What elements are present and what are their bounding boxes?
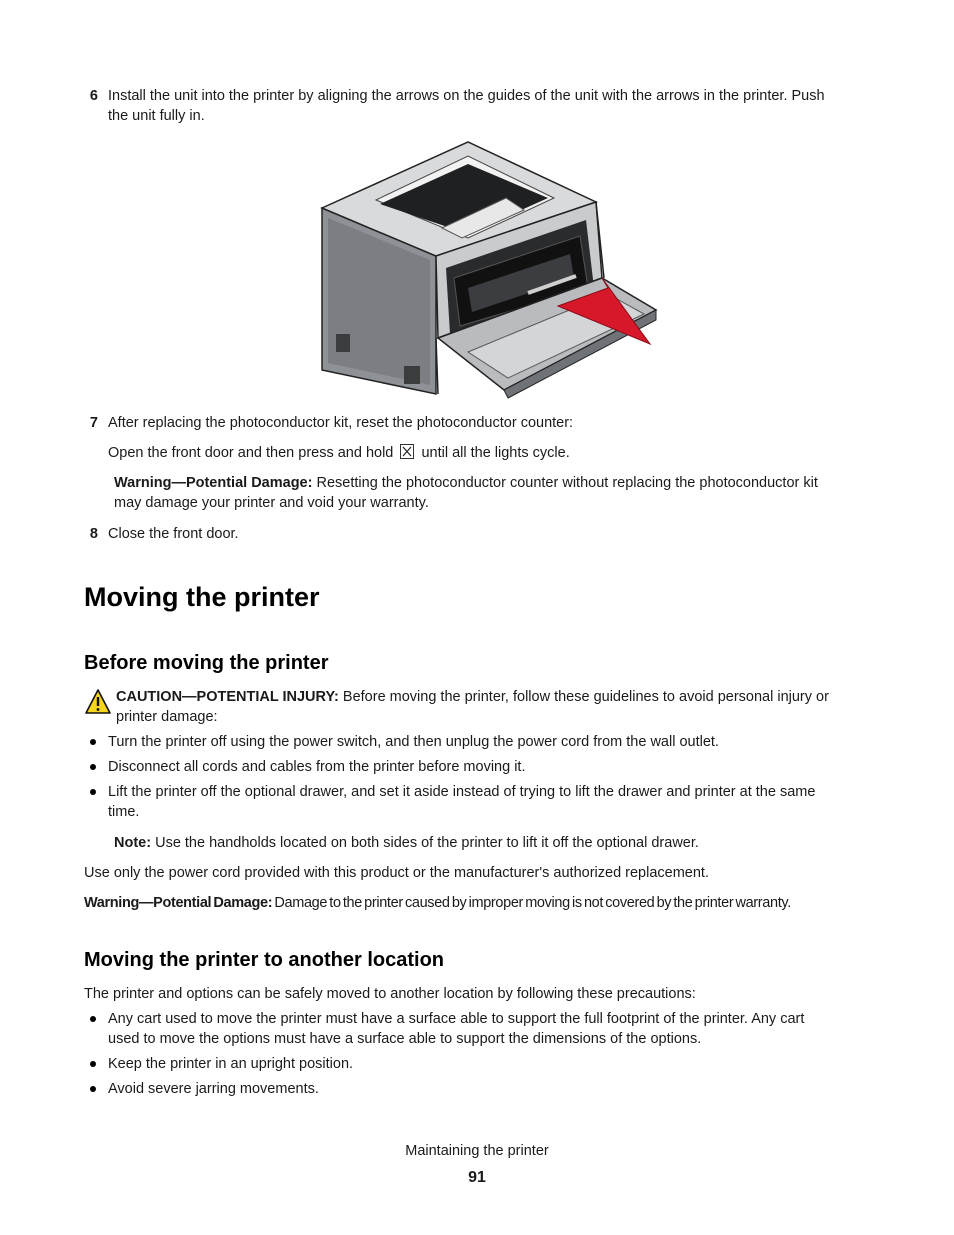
list-item: Any cart used to move the printer must have a surface able to support the full footprint of the printer. Any cart <box>108 1011 805 1027</box>
list-item: time. <box>108 804 140 820</box>
step-number: 6 <box>89 88 98 104</box>
bullet-dot <box>90 732 98 740</box>
caution-text: Before moving the printer, follow these guidelines to avoid personal injury or <box>342 689 829 705</box>
step-text: Close the front door. <box>108 526 239 542</box>
caution-text: printer damage: <box>116 709 218 725</box>
step-text: After replacing the photoconductor kit, reset the photoconductor counter: <box>108 415 574 431</box>
warning-text: Resetting the photoconductor counter without replacing the photoconductor kit <box>316 475 818 491</box>
list-item: used to move the options must have a surface able to support the dimensions of the options. <box>108 1031 702 1047</box>
bullet-dot <box>90 1054 98 1062</box>
list-item: Turn the printer off using the power switch, and then unplug the power cord from the wall outlet. <box>108 734 719 750</box>
step-number: 8 <box>89 526 98 542</box>
list-item: Lift the printer off the optional drawer, and set it aside instead of trying to lift the drawer and printer at the same <box>108 784 816 800</box>
bullet-dot <box>90 1009 98 1017</box>
step-number: 7 <box>89 415 98 431</box>
warning-label: Warning—Potential Damage: <box>114 475 313 491</box>
list-item: Keep the printer in an upright position. <box>108 1056 354 1072</box>
footer-chapter: Maintaining the printer <box>405 1143 549 1159</box>
warning-text: Damage to the printer caused by improper moving is not covered by the printer warranty. <box>274 895 791 911</box>
warning-text: may damage your printer and void your warranty. <box>114 495 429 511</box>
step-text: Install the unit into the printer by aligning the arrows on the guides of the unit with the arrows in the printer. Push <box>108 88 825 104</box>
bullet-dot <box>90 782 98 790</box>
warning-label: Warning—Potential Damage: <box>84 895 273 911</box>
warning-line <box>114 473 818 493</box>
paragraph: The printer and options can be safely moved to another location by following these precautions: <box>84 986 696 1002</box>
section-title: Moving the printer <box>84 582 320 612</box>
list-item: Avoid severe jarring movements. <box>108 1081 319 1097</box>
note-line <box>114 833 699 853</box>
page-number: 91 <box>468 1169 486 1186</box>
caution-label: CAUTION—POTENTIAL INJURY: <box>116 689 339 705</box>
warning-line <box>84 893 791 913</box>
note-label: Note: <box>114 835 152 851</box>
paragraph: Use only the power cord provided with this product or the manufacturer's authorized replacement. <box>84 865 709 881</box>
subsection-heading: Before moving the printer <box>84 652 329 674</box>
step-text: the unit fully in. <box>108 108 205 124</box>
bullet-dot <box>90 757 98 765</box>
bullet-dot <box>90 1079 98 1087</box>
subsection-heading: Moving the printer to another location <box>84 949 444 971</box>
substep-text-before: Open the front door and then press and hold <box>108 445 394 461</box>
stop-x-icon <box>400 444 414 459</box>
printer-illustration <box>318 138 658 400</box>
step-substep <box>108 443 570 463</box>
caution-line <box>116 687 829 707</box>
list-item: Disconnect all cords and cables from the printer before moving it. <box>108 759 526 775</box>
warning-triangle-icon <box>84 688 112 715</box>
substep-text-after: until all the lights cycle. <box>421 445 570 461</box>
note-text: Use the handholds located on both sides of the printer to lift it off the optional drawer. <box>155 835 699 851</box>
